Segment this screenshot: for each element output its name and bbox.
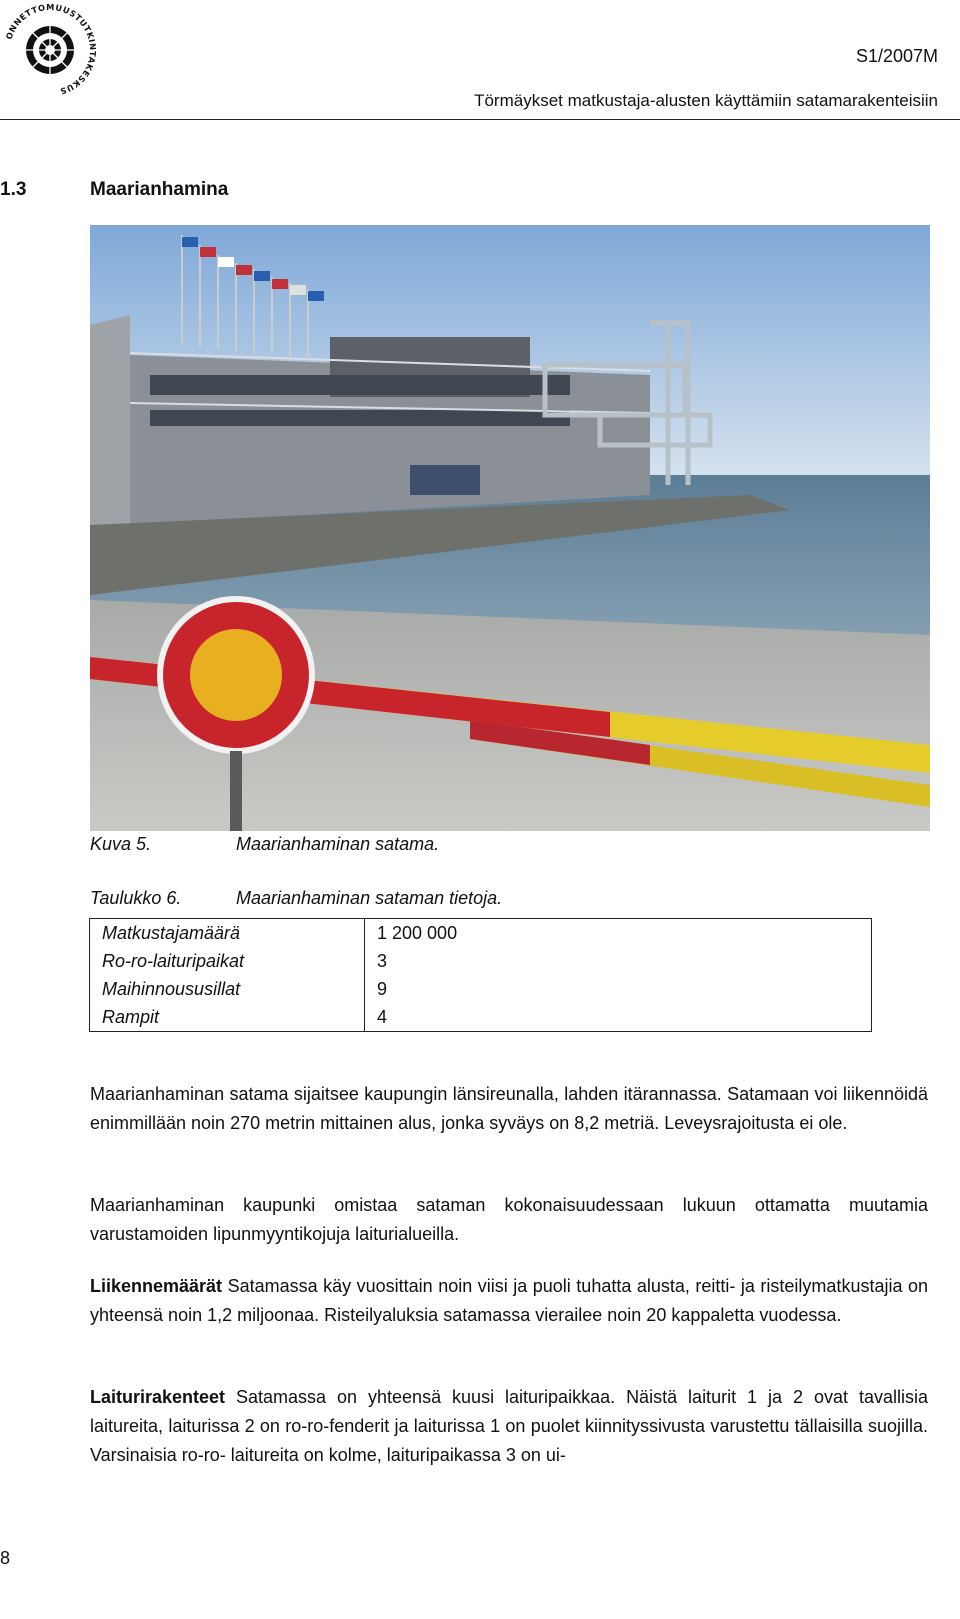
table-key: Maihinnoususillat [90,975,365,1003]
harbour-photo [90,225,930,831]
figure-label: Kuva 5. [90,834,152,854]
page-number: 8 [0,1548,11,1568]
table-row [90,947,872,975]
table-label: Taulukko 6. [90,888,182,908]
section-title: Maarianhamina [90,179,229,200]
report-title: Törmäykset matkustaja-alusten käyttämiin satamarakenteisiin [474,91,938,110]
agency-logo [0,0,100,100]
table-row [90,919,872,948]
berths-heading: Laiturirakenteet [90,1387,226,1407]
report-code: S1/2007M [855,46,938,66]
table-key: Matkustajamäärä [90,919,365,948]
paragraph-ownership: Maarianhaminan kaupunki omistaa sataman kokonaisuudessaan lukuun ottamatta muutamia varustamoiden lipunmyyntikojuja laiturialueilla. [90,1195,928,1244]
figure-caption [90,834,439,855]
header-divider [0,119,960,120]
table-value: 4 [365,1003,872,1032]
traffic-body: Satamassa käy vuosittain noin viisi ja puoli tuhatta alusta, reitti- ja risteilymatkustajia on yhteensä noin 1,2 miljoonaa. Risteilyaluksia satamassa vierailee noin 20 kappaletta vuodessa. [90,1276,928,1325]
svg-text:ONNETTOMUUSTUTKINTAKESKUS: ONNETTOMUUSTUTKINTAKESKUS [3,1,99,97]
section-heading [0,179,228,201]
section-number: 1.3 [0,179,27,200]
table-key: Rampit [90,1003,365,1032]
table-value: 1 200 000 [365,919,872,948]
table-row [90,1003,872,1032]
figure-caption-text: Maarianhaminan satama. [236,834,440,854]
paragraph-berths [90,1383,928,1470]
table-caption-text: Maarianhaminan sataman tietoja. [236,888,503,908]
traffic-heading: Liikennemäärät [90,1276,223,1296]
table-value: 3 [365,947,872,975]
berths-body: Satamassa on yhteensä kuusi laituripaikkaa. Näistä laiturit 1 ja 2 ovat tavallisia laitureita, laiturissa 2 on ro-ro-fenderit ja laiturissa 1 on puolet kiinnityssivusta varustettu tällaisilla suojilla. Varsinaisia ro-ro- laitureita on kolme, laituripaikassa 3 on ui- [90,1387,928,1465]
table-row [90,975,872,1003]
table-value: 9 [365,975,872,1003]
table-caption [90,888,502,909]
paragraph-location: Maarianhaminan satama sijaitsee kaupungin länsireunalla, lahden itärannassa. Satamaan voi liikennöidä enimmillään noin 270 metrin mittainen alus, jonka syväys on 8,2 metriä. Leveysrajoitusta ei ole. [90,1084,928,1133]
table-key: Ro-ro-laituripaikat [90,947,365,975]
port-info-table [89,918,872,1032]
paragraph-traffic [90,1272,928,1330]
